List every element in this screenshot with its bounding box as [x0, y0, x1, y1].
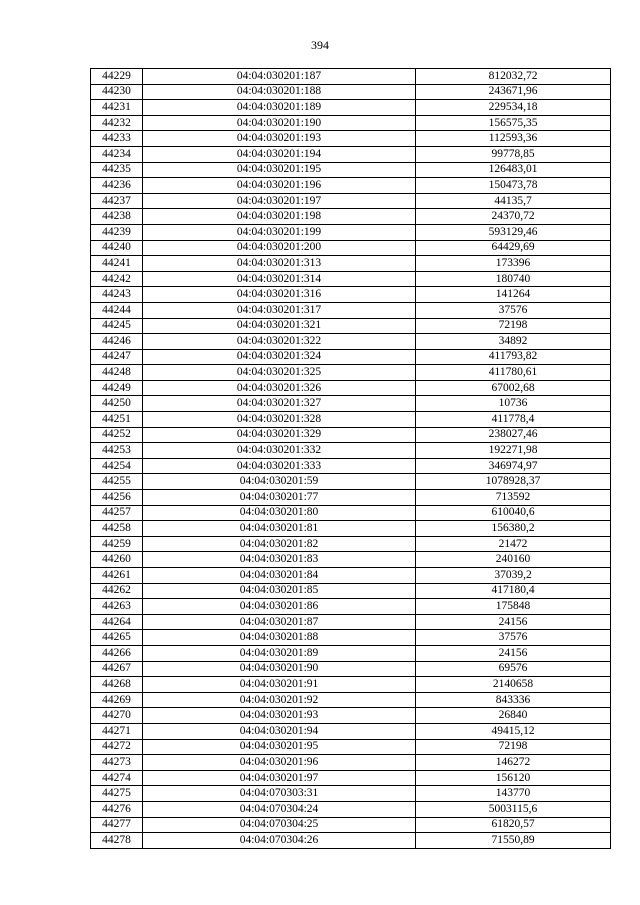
table-row: [91, 521, 611, 537]
table-row: [91, 708, 611, 724]
cadastral-value-cell: 240160: [416, 552, 611, 568]
cadastral-number-cell: 04:04:030201:324: [143, 349, 416, 365]
row-number-cell: 44274: [91, 770, 143, 786]
row-number-cell: 44232: [91, 115, 143, 131]
cadastral-value-cell: 156380,2: [416, 521, 611, 537]
cadastral-value-cell: 49415,12: [416, 723, 611, 739]
cadastral-value-cell: 37039,2: [416, 568, 611, 584]
cadastral-number-cell: 04:04:070304:25: [143, 817, 416, 833]
cadastral-value-cell: 713592: [416, 490, 611, 506]
cadastral-number-cell: 04:04:030201:81: [143, 521, 416, 537]
cadastral-number-cell: 04:04:070304:24: [143, 801, 416, 817]
cadastral-number-cell: 04:04:030201:187: [143, 69, 416, 85]
row-number-cell: 44272: [91, 739, 143, 755]
table-row: [91, 645, 611, 661]
row-number-cell: 44271: [91, 723, 143, 739]
row-number-cell: 44267: [91, 661, 143, 677]
cadastral-number-cell: 04:04:030201:89: [143, 645, 416, 661]
row-number-cell: 44277: [91, 817, 143, 833]
cadastral-value-cell: 175848: [416, 599, 611, 615]
table-row: [91, 271, 611, 287]
row-number-cell: 44242: [91, 271, 143, 287]
cadastral-value-cell: 21472: [416, 536, 611, 552]
cadastral-number-cell: 04:04:030201:94: [143, 723, 416, 739]
row-number-cell: 44240: [91, 240, 143, 256]
table-row: [91, 193, 611, 209]
table-row: [91, 224, 611, 240]
row-number-cell: 44278: [91, 833, 143, 849]
table-row: [91, 69, 611, 85]
row-number-cell: 44247: [91, 349, 143, 365]
table-row: [91, 365, 611, 381]
table-row: [91, 131, 611, 147]
cadastral-value-cell: 24156: [416, 645, 611, 661]
cadastral-number-cell: 04:04:030201:93: [143, 708, 416, 724]
table-row: [91, 599, 611, 615]
cadastral-number-cell: 04:04:030201:314: [143, 271, 416, 287]
row-number-cell: 44256: [91, 490, 143, 506]
row-number-cell: 44255: [91, 474, 143, 490]
cadastral-number-cell: 04:04:030201:199: [143, 224, 416, 240]
table-row: [91, 443, 611, 459]
cadastral-number-cell: 04:04:030201:96: [143, 755, 416, 771]
cadastral-value-cell: 72198: [416, 318, 611, 334]
cadastral-value-cell: 843336: [416, 692, 611, 708]
row-number-cell: 44248: [91, 365, 143, 381]
cadastral-value-cell: 156120: [416, 770, 611, 786]
table-row: [91, 739, 611, 755]
cadastral-number-cell: 04:04:030201:90: [143, 661, 416, 677]
table-row: [91, 146, 611, 162]
cadastral-number-cell: 04:04:030201:193: [143, 131, 416, 147]
cadastral-value-cell: 64429,69: [416, 240, 611, 256]
table-row: [91, 786, 611, 802]
cadastral-value-cell: 180740: [416, 271, 611, 287]
table-row: [91, 458, 611, 474]
cadastral-value-cell: 173396: [416, 256, 611, 272]
row-number-cell: 44275: [91, 786, 143, 802]
cadastral-value-cell: 67002,68: [416, 380, 611, 396]
row-number-cell: 44245: [91, 318, 143, 334]
table-row: [91, 801, 611, 817]
row-number-cell: 44229: [91, 69, 143, 85]
table-row: [91, 630, 611, 646]
table-row: [91, 100, 611, 116]
cadastral-number-cell: 04:04:030201:328: [143, 412, 416, 428]
cadastral-value-cell: 411778,4: [416, 412, 611, 428]
cadastral-number-cell: 04:04:030201:321: [143, 318, 416, 334]
table-row: [91, 661, 611, 677]
cadastral-number-cell: 04:04:030201:198: [143, 209, 416, 225]
table-row: [91, 287, 611, 303]
table-row: [91, 568, 611, 584]
row-number-cell: 44276: [91, 801, 143, 817]
cadastral-value-cell: 24370,72: [416, 209, 611, 225]
row-number-cell: 44269: [91, 692, 143, 708]
row-number-cell: 44238: [91, 209, 143, 225]
cadastral-value-cell: 126483,01: [416, 162, 611, 178]
cadastral-value-cell: 417180,4: [416, 583, 611, 599]
row-number-cell: 44258: [91, 521, 143, 537]
cadastral-number-cell: 04:04:030201:326: [143, 380, 416, 396]
row-number-cell: 44243: [91, 287, 143, 303]
cadastral-value-cell: 99778,85: [416, 146, 611, 162]
cadastral-value-cell: 37576: [416, 630, 611, 646]
table-row: [91, 302, 611, 318]
cadastral-number-cell: 04:04:030201:82: [143, 536, 416, 552]
row-number-cell: 44259: [91, 536, 143, 552]
cadastral-value-cell: 141264: [416, 287, 611, 303]
cadastral-number-cell: 04:04:030201:188: [143, 84, 416, 100]
row-number-cell: 44239: [91, 224, 143, 240]
cadastral-value-cell: 71550,89: [416, 833, 611, 849]
row-number-cell: 44250: [91, 396, 143, 412]
cadastral-value-cell: 26840: [416, 708, 611, 724]
cadastral-value-cell: 243671,96: [416, 84, 611, 100]
row-number-cell: 44253: [91, 443, 143, 459]
table-row: [91, 583, 611, 599]
table-row: [91, 755, 611, 771]
cadastral-number-cell: 04:04:030201:95: [143, 739, 416, 755]
row-number-cell: 44262: [91, 583, 143, 599]
cadastral-number-cell: 04:04:030201:194: [143, 146, 416, 162]
table-row: [91, 474, 611, 490]
cadastral-value-cell: 229534,18: [416, 100, 611, 116]
cadastral-value-cell: 72198: [416, 739, 611, 755]
cadastral-number-cell: 04:04:030201:91: [143, 677, 416, 693]
cadastral-value-table: [90, 68, 611, 849]
table-row: [91, 178, 611, 194]
row-number-cell: 44241: [91, 256, 143, 272]
table-row: [91, 770, 611, 786]
cadastral-number-cell: 04:04:030201:97: [143, 770, 416, 786]
cadastral-number-cell: 04:04:030201:80: [143, 505, 416, 521]
row-number-cell: 44254: [91, 458, 143, 474]
table-row: [91, 723, 611, 739]
table-row: [91, 349, 611, 365]
cadastral-number-cell: 04:04:030201:313: [143, 256, 416, 272]
row-number-cell: 44235: [91, 162, 143, 178]
cadastral-value-cell: 2140658: [416, 677, 611, 693]
page-number: 394: [311, 38, 329, 52]
table-row: [91, 552, 611, 568]
cadastral-number-cell: 04:04:030201:190: [143, 115, 416, 131]
cadastral-number-cell: 04:04:030201:329: [143, 427, 416, 443]
table-row: [91, 84, 611, 100]
row-number-cell: 44263: [91, 599, 143, 615]
cadastral-number-cell: 04:04:030201:83: [143, 552, 416, 568]
cadastral-number-cell: 04:04:030201:92: [143, 692, 416, 708]
table-row: [91, 692, 611, 708]
row-number-cell: 44244: [91, 302, 143, 318]
cadastral-number-cell: 04:04:070303:31: [143, 786, 416, 802]
table-row: [91, 115, 611, 131]
cadastral-number-cell: 04:04:030201:195: [143, 162, 416, 178]
row-number-cell: 44266: [91, 645, 143, 661]
table-row: [91, 412, 611, 428]
table-row: [91, 318, 611, 334]
row-number-cell: 44270: [91, 708, 143, 724]
cadastral-value-cell: 24156: [416, 614, 611, 630]
cadastral-value-cell: 411793,82: [416, 349, 611, 365]
cadastral-value-cell: 238027,46: [416, 427, 611, 443]
cadastral-number-cell: 04:04:030201:316: [143, 287, 416, 303]
table-row: [91, 536, 611, 552]
cadastral-number-cell: 04:04:030201:86: [143, 599, 416, 615]
row-number-cell: 44252: [91, 427, 143, 443]
cadastral-value-cell: 156575,35: [416, 115, 611, 131]
cadastral-value-cell: 610040,6: [416, 505, 611, 521]
cadastral-number-cell: 04:04:030201:322: [143, 334, 416, 350]
cadastral-value-cell: 346974,97: [416, 458, 611, 474]
cadastral-number-cell: 04:04:030201:84: [143, 568, 416, 584]
row-number-cell: 44231: [91, 100, 143, 116]
cadastral-value-cell: 1078928,37: [416, 474, 611, 490]
cadastral-number-cell: 04:04:030201:85: [143, 583, 416, 599]
cadastral-value-cell: 61820,57: [416, 817, 611, 833]
cadastral-number-cell: 04:04:030201:59: [143, 474, 416, 490]
row-number-cell: 44268: [91, 677, 143, 693]
table-row: [91, 677, 611, 693]
row-number-cell: 44236: [91, 178, 143, 194]
cadastral-number-cell: 04:04:030201:317: [143, 302, 416, 318]
table-row: [91, 614, 611, 630]
cadastral-number-cell: 04:04:030201:196: [143, 178, 416, 194]
row-number-cell: 44273: [91, 755, 143, 771]
cadastral-value-cell: 143770: [416, 786, 611, 802]
cadastral-value-cell: 69576: [416, 661, 611, 677]
row-number-cell: 44260: [91, 552, 143, 568]
table-row: [91, 240, 611, 256]
cadastral-number-cell: 04:04:030201:333: [143, 458, 416, 474]
table-row: [91, 334, 611, 350]
table-row: [91, 380, 611, 396]
row-number-cell: 44257: [91, 505, 143, 521]
cadastral-number-cell: 04:04:030201:87: [143, 614, 416, 630]
row-number-cell: 44249: [91, 380, 143, 396]
table-row: [91, 427, 611, 443]
cadastral-number-cell: 04:04:070304:26: [143, 833, 416, 849]
row-number-cell: 44246: [91, 334, 143, 350]
row-number-cell: 44237: [91, 193, 143, 209]
cadastral-value-cell: 34892: [416, 334, 611, 350]
row-number-cell: 44265: [91, 630, 143, 646]
row-number-cell: 44261: [91, 568, 143, 584]
cadastral-value-cell: 44135,7: [416, 193, 611, 209]
table-body: [91, 69, 611, 849]
table-row: [91, 817, 611, 833]
cadastral-value-cell: 411780,61: [416, 365, 611, 381]
cadastral-number-cell: 04:04:030201:325: [143, 365, 416, 381]
cadastral-number-cell: 04:04:030201:200: [143, 240, 416, 256]
row-number-cell: 44264: [91, 614, 143, 630]
cadastral-number-cell: 04:04:030201:327: [143, 396, 416, 412]
row-number-cell: 44233: [91, 131, 143, 147]
cadastral-value-cell: 10736: [416, 396, 611, 412]
table-row: [91, 162, 611, 178]
cadastral-value-cell: 812032,72: [416, 69, 611, 85]
table-row: [91, 833, 611, 849]
table-row: [91, 490, 611, 506]
cadastral-number-cell: 04:04:030201:189: [143, 100, 416, 116]
cadastral-number-cell: 04:04:030201:77: [143, 490, 416, 506]
cadastral-value-cell: 146272: [416, 755, 611, 771]
cadastral-number-cell: 04:04:030201:88: [143, 630, 416, 646]
table-row: [91, 505, 611, 521]
cadastral-value-cell: 593129,46: [416, 224, 611, 240]
cadastral-value-cell: 112593,36: [416, 131, 611, 147]
row-number-cell: 44251: [91, 412, 143, 428]
table-row: [91, 256, 611, 272]
cadastral-value-cell: 5003115,6: [416, 801, 611, 817]
table-row: [91, 209, 611, 225]
cadastral-value-cell: 192271,98: [416, 443, 611, 459]
row-number-cell: 44230: [91, 84, 143, 100]
cadastral-number-cell: 04:04:030201:332: [143, 443, 416, 459]
row-number-cell: 44234: [91, 146, 143, 162]
cadastral-value-cell: 150473,78: [416, 178, 611, 194]
cadastral-value-cell: 37576: [416, 302, 611, 318]
cadastral-number-cell: 04:04:030201:197: [143, 193, 416, 209]
table-row: [91, 396, 611, 412]
